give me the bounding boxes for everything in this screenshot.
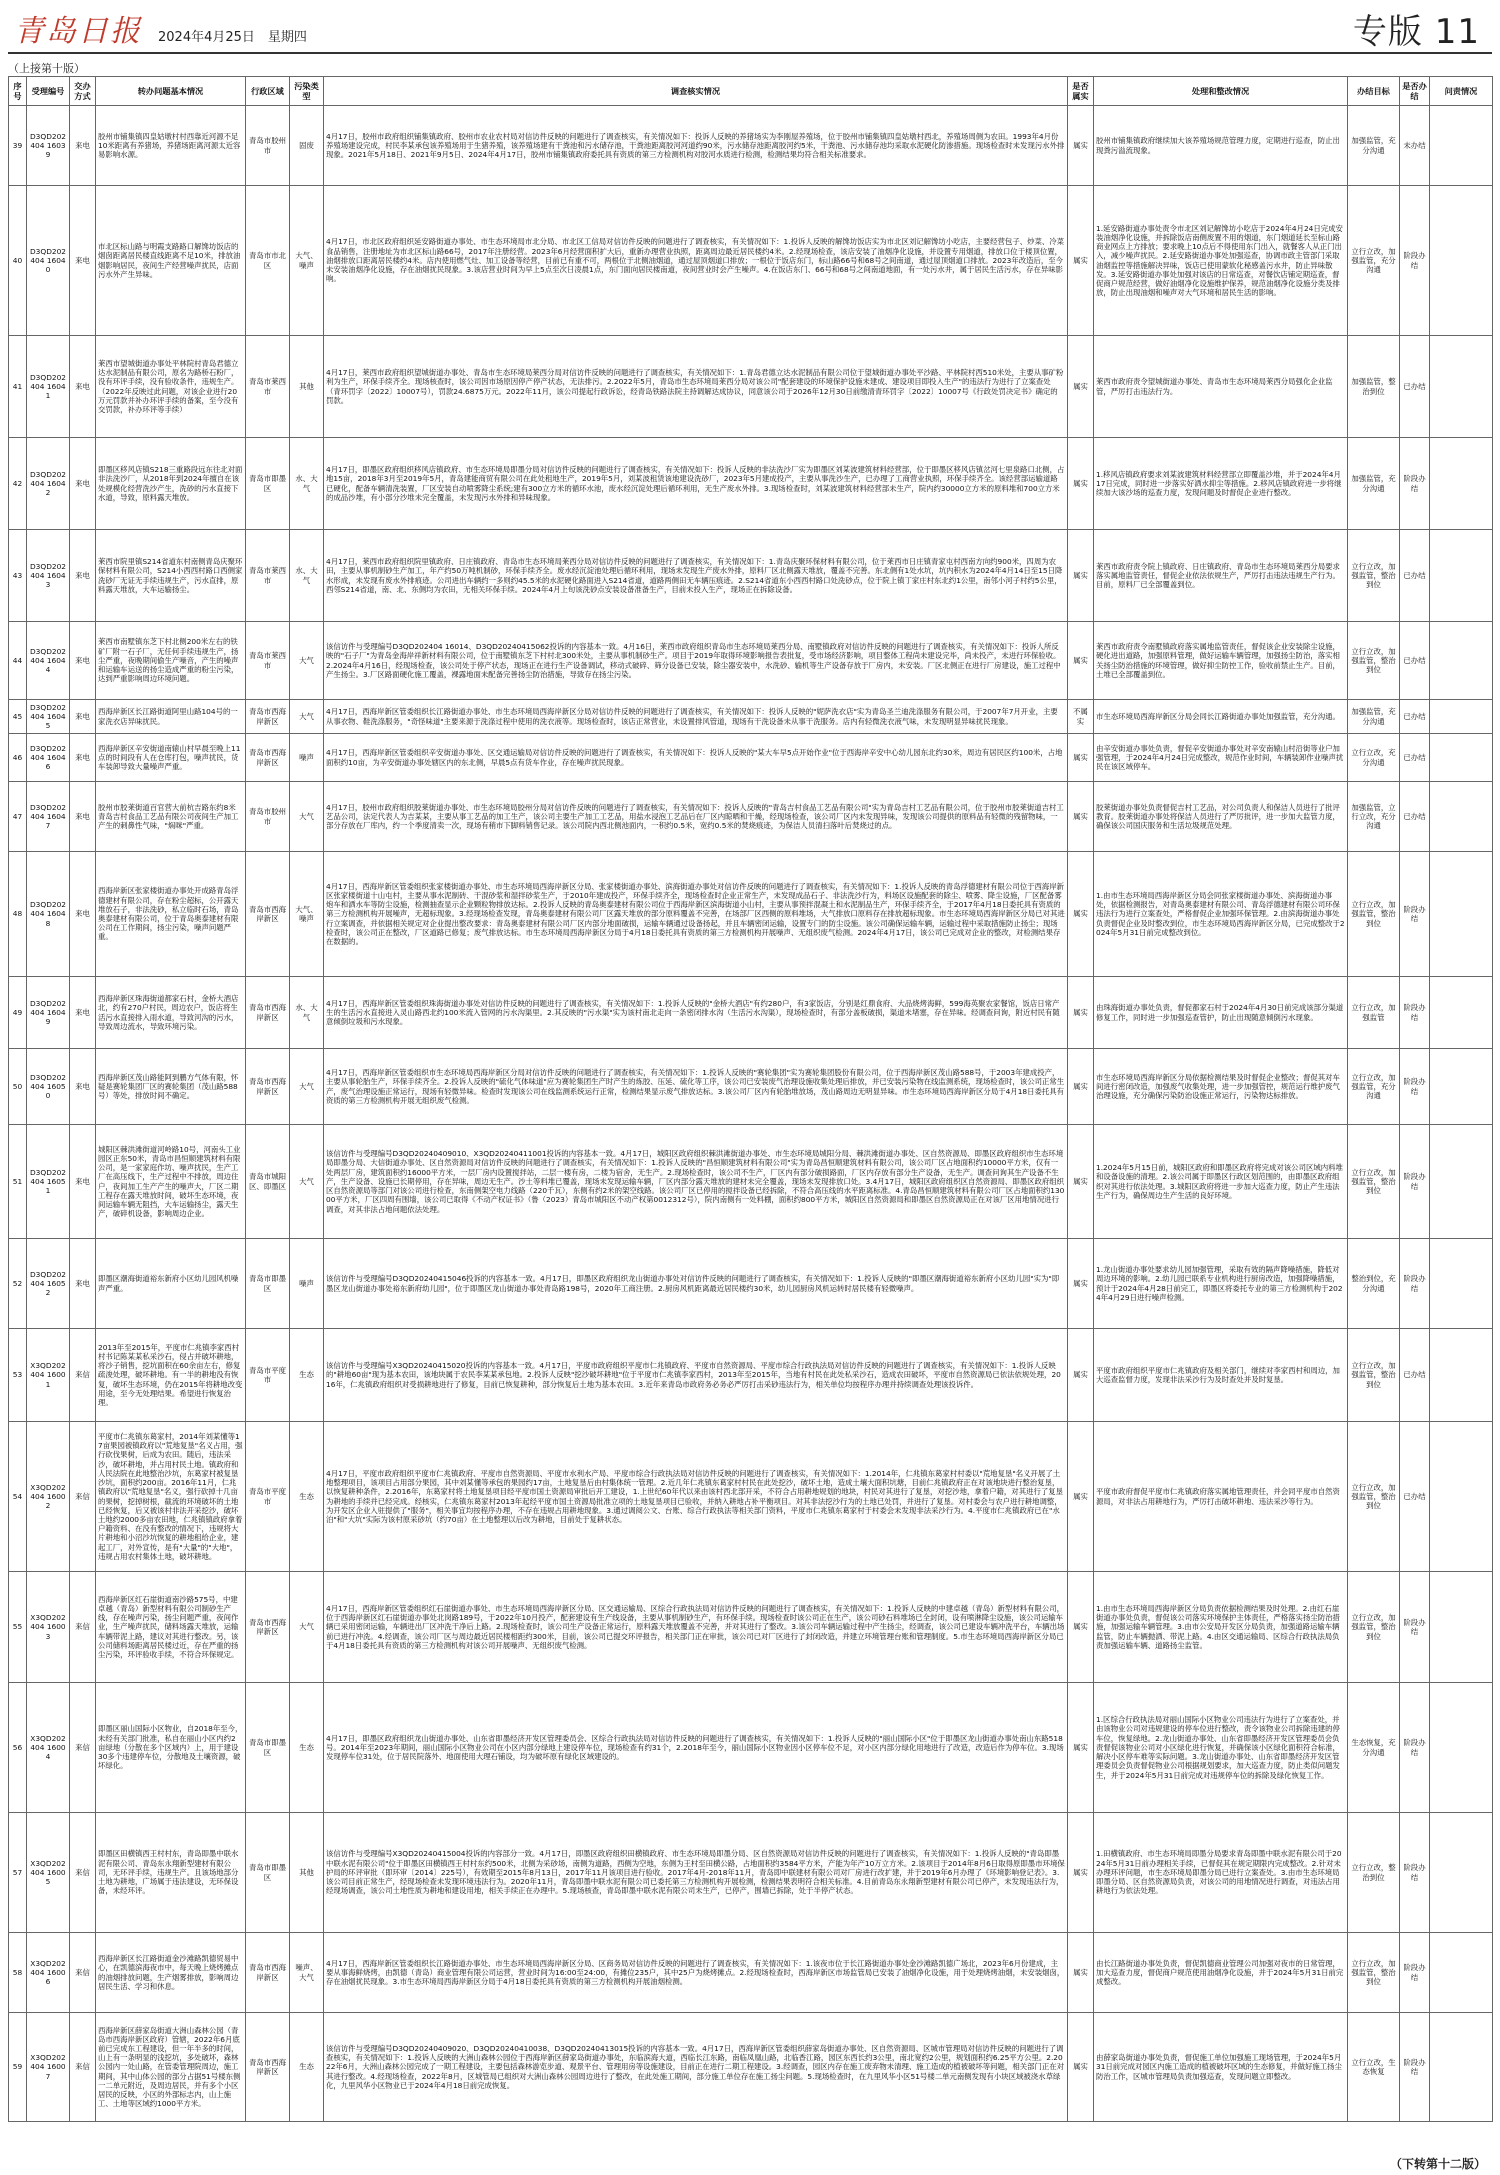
completion-target: 立行立改，充分沟通 xyxy=(1348,734,1400,782)
handling-measures: 平度市政府督促平度市仁兆镇政府落实属地管理责任，并会同平度市自然资源局，对非法占用耕地行为，严厉打击破坏耕地、违法采沙等行为。 xyxy=(1094,1422,1348,1572)
handling-measures: 莱西市政府责令南墅镇政府落实属地监管责任，督促该企业安装除尘设施，硬化进出道路，加强原料管理，做好运输车辆管理，加强扬尘防治，落实相关扬尘防治措施的环境管理，做好抑尘防控工作，验收前禁止生产。目前，土堆已全部覆盖到位。 xyxy=(1094,622,1348,700)
investigation-details: 4月17日，西海岸新区管委组织长江路街道办事处、市生态环境局西海岸新区分局对信访件反映的问题进行了调查核实，有关情况如下：投诉人反映的"妮萨洗衣店"实为青岛圣兰迪洗涤服务有限公司，于2007年7月开业，主要从事衣物、鞋洗涤服务，"奇怪味道"主要来源于洗涤过程中使用的洗衣液等。现场检查时，该店正常营业，未设置排风管道，现场有干洗设备未从事干洗服务。店内有轻微洗衣液气味，未发现明显异味扰民现象。 xyxy=(324,700,1068,734)
handling-measures: 胶莱街道办事处负责督促吉村工艺品，对公司负责人和保洁人员进行了批评教育。胶莱街道办事处将保洁人员进行了严厉批评，进一步加大监管力度，确保该公司国庆服务和生活垃圾规范处理。 xyxy=(1094,782,1348,852)
completion-target: 立行立改，加强监管，整治到位 xyxy=(1348,622,1400,700)
case-id: D3QD202404 16039 xyxy=(27,106,70,186)
problem-summary: 莱西市院里镇S214省道东村南侧青岛庆聚环保材料有限公司，S214小西西村路口西侧家洗砂厂无证无手续违规生产，污水直排，原料露天堆放，大车运输扬尘。 xyxy=(96,530,246,622)
pollution-type: 水、大气 xyxy=(290,530,324,622)
pollution-type: 其他 xyxy=(290,1813,324,1933)
submission-method: 来电 xyxy=(70,782,96,852)
column-header: 行政区域 xyxy=(246,77,290,106)
submission-method: 来信 xyxy=(70,1813,96,1933)
case-id: D3QD202404 16042 xyxy=(27,438,70,530)
case-id: D3QD202404 16043 xyxy=(27,530,70,622)
investigation-details: 4月17日，西海岸新区管委组织长江路街道办事处、市生态环境局西海岸新区分局、区商务局对信访件反映的问题进行了调查核实，有关情况如下：1.该夜市位于长江路街道办事处金沙滩路凯德广场北，2023年6月份建成，主要从事海鲜烧烤，由凯德（青岛）商业管理有限公司运营，营业时间为16:00至24:00，有摊位235户，其中25户为烧烤摊点。2.经现场检查时，西海岸新区市场监管局已安装了油烟净化设施，用于处理烧烤油烟，未安装烟囱，存在油烟扰民现象。3.市生态环境局西海岸新区分局于4月18日委托具有资质的第三方检测机构开展油烟检测。 xyxy=(324,1933,1068,2013)
completion-status: 已办结 xyxy=(1400,622,1430,700)
row-number: 58 xyxy=(9,1933,27,2013)
column-header: 问责情况 xyxy=(1430,77,1493,106)
table-row xyxy=(9,438,1493,530)
accountability xyxy=(1430,1329,1493,1422)
region: 青岛市莱西市 xyxy=(246,530,290,622)
verified-flag: 属实 xyxy=(1068,782,1094,852)
case-id: X3QD202404 16005 xyxy=(27,1813,70,1933)
submission-method: 来电 xyxy=(70,438,96,530)
pollution-type: 水、大气 xyxy=(290,438,324,530)
investigation-details: 该信访件与受理编号D3QD20240409020、D3QD20240410038、D3QD20240413015投诉的内容基本一致。4月17日，西海岸新区管委组织薛家岛街道办事处、区自然资源局、区城市管理局对信访件反映的问题进行了调查核实，有关情况如下：1.投诉人反映的大洲山森林公园位于西海岸新区薛家岛街道办事处，东临滨海大道，西临长江东路，南临凤凰山路，北临香江路，园区东西长约3公里，南北宽约2公里，规划面积约6.25平方公里。2.2022年6月，大洲山森林公园完成了一期工程建设，主要包括森林游览步道、观景平台、管理用房等设施建设，目前正在进行二期工程建设。3.经调查，园区内存在施工废弃物未清理、施工造成的植被破坏等问题，相关部门正在对其进行整改。4.经现场检查，2022年8月，区城管局已组织对大洲山森林公园周边进行了整改，在此处施工期间，部分施工单位存在施工扬尘问题。5.现场检查时，在九里风华小区51号楼二单元南侧发现有小块区域被浇水草绿化，九里风华小区物业已于2024年4月18日前完成恢复。 xyxy=(324,2013,1068,2122)
completion-status: 已办结 xyxy=(1400,700,1430,734)
submission-method: 来电 xyxy=(70,186,96,336)
case-id: D3QD202404 16047 xyxy=(27,782,70,852)
submission-method: 来电 xyxy=(70,700,96,734)
case-id: X3QD202404 16004 xyxy=(27,1683,70,1813)
investigation-details: 该信访件与受理编号D3QD20240409010、X3QD20240411001投诉的内容基本一致。4月17日，城阳区政府组织棘洪滩街道办事处、市生态环境局城阳分局、棘洪滩街道办事处、区自然资源局、即墨区政府组织市生态环境局即墨分局、大信街道办事处、区自然资源局对信访件反映的问题进行了调查核实，有关情况如下：1.投诉人反映的"昌恒顺建筑材料有限公司"实为青岛昌恒顺建筑材料有限公司，该公司厂区占地面积约10000平方米，仅有一处两层厂房，建筑面积约16000平方米，一层厂房内设置搅拌站，二层一楼有房，二楼为宿舍，无生产。2.现场检查时，该公司不生产，厂区内有部分破损路面，厂区内存放有部分生产设备，无生产。调查问询其生产设备不生产，生产设备、设施已长期停用，存在异味，周边无生产。沙土等料堆已覆盖，现场未发现运输车辆，厂区内部分露天堆放的建材未完全覆盖，现场未发现排放口处。3.4月17日，城阳区政府组织区自然资源局、即墨区政府组织区自然资源局等部门对该公司进行检查，东南侧架空电力线路（220千瓦），东侧有约2米的架空线路。该公司厂区已停用的搅拌设备已经拆除，不符合高压线的水平距离标准。4.青岛昌恒顺建筑材料有限公司厂区占地面积约13000平方米，厂区四周有围墙，该公司已取得《不动产权证书》（鲁（2023）青岛市城阳区不动产权第0012312号），院内南侧有一处料棚，面积约800平方米，城阳区自然资源局和即墨区自然资源局正在对该厂区用地情况进行调查，对其非法占地问题依法处理。 xyxy=(324,1125,1068,1239)
region: 青岛市西海岸新区 xyxy=(246,700,290,734)
investigation-details: 该信访件与受理编号X3QD20240415004投诉的内容部分一致。4月17日，即墨区政府组织田横镇政府、市生态环境局即墨分局、区自然资源局对信访件反映的问题进行了调查核实，有关情况如下：1.投诉人反映的"青岛即墨中联水泥有限公司"位于即墨区田横镇西王村村东约500米，北侧为采砂场，南侧为道路，西侧为空地，东侧为王村至田横公路，占地面积约3584平方米，产能为年产10万立方米。2.该项目于2014年8月6日取得原即墨市环境保护局的环评审批（即环审〔2014〕225号），有效期至2015年8月13日，2017年11月该项目进行验收。2017年4月-2018年11月，青岛即中联建材有限公司对厂房进行改扩建，并于2019年6月办理了《环境影响登记表》。3.该公司目前正常生产，经现场检查未发现环境违法行为。2020年11月，青岛即墨中联水泥有限公司已委托第三方检测机构开展检测，检测结果表明符合相关标准。4.目前青岛东永翔新型建材有限公司已停产，未发现违法行为，经现场调查，该公司土地性质为耕地和建设用地，相关手续正在办理中。5.现场核查，青岛即墨中联水泥有限公司未生产，已停产，围墙已拆除，处于半停产状态。 xyxy=(324,1813,1068,1933)
accountability xyxy=(1430,1933,1493,2013)
handling-measures: 平度市政府组织平度市仁兆镇政府及相关部门，继续对李家西村和周边，加大巡查监督力度，发现非法采沙行为及时查处并及时复垦。 xyxy=(1094,1329,1348,1422)
case-id: X3QD202404 16006 xyxy=(27,1933,70,2013)
accountability xyxy=(1430,734,1493,782)
case-id: D3QD202404 16051 xyxy=(27,1125,70,1239)
investigation-details: 4月17日，西海岸新区管委组织辛安街道办事处、区交通运输局对信访件反映的问题进行了调查核实，有关情况如下：投诉人反映的"某大车早5点开始作业"位于西海岸辛安中心幼儿园东北约30米，周边有居民区约100米，占地面积约10亩，为辛安街道办事处辖区内的东北侧，早晨5点有货车作业，存在噪声扰民现象。 xyxy=(324,734,1068,782)
row-number: 50 xyxy=(9,1049,27,1125)
verified-flag: 属实 xyxy=(1068,852,1094,977)
case-id: D3QD202404 16041 xyxy=(27,336,70,438)
verified-flag: 属实 xyxy=(1068,1125,1094,1239)
handling-measures: 由薛家岛街道办事处负责，督促施工单位加强施工现场管理，于2024年5月31日前完成对园区内施工造成的植被破坏区域的生态修复，并做好施工扬尘防治工作，区城市管理局负责加强巡查，发现问题立即整改。 xyxy=(1094,2013,1348,2122)
verified-flag: 不属实 xyxy=(1068,700,1094,734)
table-row xyxy=(9,977,1493,1049)
table-row xyxy=(9,622,1493,700)
submission-method: 来电 xyxy=(70,977,96,1049)
completion-status: 已办结 xyxy=(1400,1422,1430,1572)
problem-summary: 西海岸新区茂山路能阿到鹏方气体有限，怀疑是赛轮集团厂区的赛轮集团（茂山路588号）等处，排放时间不确定。 xyxy=(96,1049,246,1125)
problem-summary: 莱西市望城街道办事处平林院村青岛君德立达水泥制品有限公司，原名为路桥石粉厂，没有环评手续，没有验收条件，违规生产。（2022年反映过此问题，对该企业进行20万元罚款并补办环评手续的备案，至今没有交罚款，补办环评等手续） xyxy=(96,336,246,438)
problem-summary: 即墨区田横镇西王村村东，青岛即墨中联水泥有限公司、青岛东永翔新型建材有限公司，无环评手续，违规生产。且该场地部分土地为耕地，广场属于违法建设，无环保设备，未经环评。 xyxy=(96,1813,246,1933)
investigation-details: 4月17日，西海岸新区管委组织红石崖街道办事处、市生态环境局西海岸新区分局、区交通运输局、区综合行政执法局对信访件反映的问题进行了调查核实，有关情况如下：1.投诉人反映的中建卓越（青岛）新型材料有限公司，位于西海岸新区红石崖街道办事处北岗路189号，于2022年10月投产，配套建设有生产线设备，主要从事机制砂生产，有环保手续。现场检查时该公司正在生产，该公司砂石料堆场已全封闭，设有喷淋降尘设施，该公司运输车辆已采用密闭运输，车辆进出厂区冲洗干净后上路。2.现场检查时，该公司生产设备正常运行，原料露天堆放覆盖不完善，并对其进行了整改。3.该公司车辆运输过程中产生扬尘，经调查，该公司已建设车辆冲洗平台，车辆出场前已进行冲洗。4.经调查，该公司厂区与周边最近居民楼相距约300米，目前，该公司已提交环评报告，相关部门正在审批，该公司已对厂区进行了封闭改造，并建立环境管理台账和管理制度。5.市生态环境局西海岸新区分局已于4月18日委托具有资质的第三方检测机构对该公司开展噪声、无组织废气检测。 xyxy=(324,1572,1068,1683)
investigation-details: 该信访件与受理编号D3QD202404 16014、D3QD20240415062投诉的内容基本一致。4月16日，莱西市政府组织青岛市生态环境局莱西分局、南墅镇政府对信访件反映的问题进行了调查核实，有关情况如下：投诉人所反映的"石子厂"为青岛金海岸祥新材料有限公司，位于南墅镇东芝下村村北300米处，主要从事机制砂生产。项目于2019年取得环境影响报告表批复，受市场经济影响，项目整体工程尚未建设完毕，尚未投产，未进行环保验收。2.2024年4月16日，经现场检查，该公司处于停产状态，现场正在进行生产设备调试，移动式破碎、筛分设备已安装，除尘器安装中，水洗砂、输机等生产设备存放于厂房内，未安装。厂区北侧正在进行厂房建设，施工过程中产生扬尘。3.厂区路面硬化施工覆盖，裸露地面未配备完善扬尘防治措施，导致存在扬尘污染。 xyxy=(324,622,1068,700)
accountability xyxy=(1430,1572,1493,1683)
row-number: 52 xyxy=(9,1239,27,1329)
investigation-details: 4月17日，西海岸新区管委组织张家楼街道办事处、市生态环境局西海岸新区分局、张家楼街道办事处、滨海街道办事处对信访件反映的问题进行了调查核实，有关情况如下：1.投诉人反映的青岛浮德建材有限公司位于西海岸新区张家楼街道十山屯村，主要从事水泥制砖、干混砂浆和湿拌砂浆生产，于2010年建成投产，环保手续齐全，现场检查时企业正常生产，未发现成品石子、非法洗沙行为，料场区设施配套的除尘、喷雾、降尘设施，厂区配备雾炮车和洒水车等防尘设施，检测抽查显示企业颗粒物排放达标。2.投诉人反映的青岛奥泰建材有限公司位于西海岸新区滨海街道小山村，主要从事预拌混凝土和水泥制品生产，环保手续齐全，于2017年4月18日委托具有资质的第三方检测机构开展噪声，无超标现象。3.经现场检查发现，青岛奥泰建材有限公司厂区露天堆放的部分原料覆盖不完善，在场部厂区西侧的原料堆场，大气排放口原料存在排放超标现象。市生态环境局西海岸新区分局已对其进行立案调查，并依据相关规定对企业提出整改要求：青岛奥泰建材有限公司厂区内部分地面破损，运输车辆通过设备扬起，并且车辆密闭运输，设置专门的防尘设施。该公司确保运输车辆，运输过程中采取措施防止扬尘；现场检查时，该公司正在整改，厂区道路已修复；废气排放达标。市生态环境局西海岸新区分局于4月18日委托具有资质的第三方检测机构开展噪声、无组织废气检测。2024年4月17日，该公司已完成对企业的整改，对检测结果存在数据的。 xyxy=(324,852,1068,977)
problem-summary: 胶州市胶莱街道百官营大前杭吉路东约8米青岛吉村食品工艺品有限公司夜间生产加工产生的刺鼻性气味，"焖咪"严重。 xyxy=(96,782,246,852)
column-header: 交办方式 xyxy=(70,77,96,106)
handling-measures: 市生态环境局西海岸新区分局会同长江路街道办事处加强监管，充分沟通。 xyxy=(1094,700,1348,734)
completion-target: 生态恢复，充分沟通 xyxy=(1348,1683,1400,1813)
handling-measures: 市生态环境局西海岸新区分局依据检测结果及时督促企业整改；督促其对车间进行密闭改造，加强废气收集处理，进一步加强管控，规范运行维护废气治理设施，充分确保污染防治设施正常运行，污染物达标排放。 xyxy=(1094,1049,1348,1125)
table-row xyxy=(9,1125,1493,1239)
row-number: 44 xyxy=(9,622,27,700)
investigation-details: 4月17日，西海岸新区管委组织珠海街道办事处对信访件反映的问题进行了调查核实，有关情况如下：1.投诉人反映的"金桥大酒店"有约280户，有3家饭店，分别是红鼎食府、大品烧烤海鲜，599海英聚农家餐馆，饭店日常产生的生活污水直接进入灵山路西北约100米流入管网的污水沟渠里。2.其反映的"污水渠"实为该村南北走向一条密闭排水沟（生活污水沟渠），现场检查时，有部分盖板破损，渠道未堵塞，存在异味。经调查问询，附近村民有随意倾倒垃圾和污水现象。 xyxy=(324,977,1068,1049)
pollution-type: 大气 xyxy=(290,622,324,700)
case-id: D3QD202404 16052 xyxy=(27,1239,70,1329)
problem-summary: 西海岸新区长江路街道金沙滩路凯德贸易中心，在凯德滨海夜市中，每天晚上烧烤摊点的油烟排放问题，生产烟雾排放，影响周边居民生活、学习和休息。 xyxy=(96,1933,246,2013)
pollution-type: 水、大气 xyxy=(290,977,324,1049)
completion-status: 已办结 xyxy=(1400,530,1430,622)
complaint-table xyxy=(8,76,1493,2122)
verified-flag: 属实 xyxy=(1068,622,1094,700)
submission-method: 来信 xyxy=(70,1683,96,1813)
row-number: 53 xyxy=(9,1329,27,1422)
accountability xyxy=(1430,782,1493,852)
problem-summary: 市北区标山路与明霞支路路口解馋坊饭店的烟囱距离居民楼直线距离不足10米，排放油烟影响居民，夜间生产经营噪声扰民，店面污水外产生异味。 xyxy=(96,186,246,336)
problem-summary: 莱西市南墅镇东芝下村北侧200米左右的铁矿厂附一石子厂，无任何手续违规生产，扬尘严重，夜晚期间偷生产噪音，产生的噪声和运输车运送的扬尘造成严重的粉尘污染，达到严重影响周边环境问题。 xyxy=(96,622,246,700)
column-header: 是否办结 xyxy=(1400,77,1430,106)
continued-to-note: （下转第十二版） xyxy=(1389,2157,1486,2171)
region: 青岛市西海岸新区 xyxy=(246,1572,290,1683)
completion-target: 加强监管，充分沟通 xyxy=(1348,438,1400,530)
newspaper-logo: 青岛日报 xyxy=(14,14,142,49)
row-number: 54 xyxy=(9,1422,27,1572)
accountability xyxy=(1430,1049,1493,1125)
region: 青岛市即墨区 xyxy=(246,1683,290,1813)
verified-flag: 属实 xyxy=(1068,1933,1094,2013)
accountability xyxy=(1430,622,1493,700)
region: 青岛市西海岸新区 xyxy=(246,1933,290,2013)
handling-measures: 1.区综合行政执法局对丽山国际小区物业公司违法行为进行了立案查处，并由该物业公司对违规建设的停车位进行整改，责令该物业公司拆除违建的停车位，恢复绿地。2.龙山街道办事处、山东省即墨经济开发区管理委员会负责督促该物业公司对小区绿化进行恢复，并确保该小区绿化面积符合标准，解决小区停车难等实际问题。3.龙山街道办事处、山东省即墨经济开发区管理委员会负责督促物业公司根据规划要求，加大巡查力度，防止类似问题发生，并于2024年5月31日前完成对违规停车位的拆除及绿化恢复工作。 xyxy=(1094,1683,1348,1813)
column-header: 转办问题基本情况 xyxy=(96,77,246,106)
completion-status: 已办结 xyxy=(1400,1329,1430,1422)
completion-target: 加强监管，立行立改，充分沟通 xyxy=(1348,782,1400,852)
row-number: 45 xyxy=(9,700,27,734)
submission-method: 来电 xyxy=(70,1049,96,1125)
case-id: X3QD202404 16002 xyxy=(27,1422,70,1572)
completion-target: 立行立改，加强监管，整治到位 xyxy=(1348,530,1400,622)
row-number: 57 xyxy=(9,1813,27,1933)
row-number: 51 xyxy=(9,1125,27,1239)
issue-date: 2024年4月25日 星期四 xyxy=(158,30,307,45)
case-id: D3QD202404 16040 xyxy=(27,186,70,336)
completion-target: 立行立改，加强监管，整治到位 xyxy=(1348,852,1400,977)
row-number: 48 xyxy=(9,852,27,977)
accountability xyxy=(1430,1422,1493,1572)
handling-measures: 1.龙山街道办事处要求幼儿园加强管理，采取有效的隔声降噪措施，降低对周边环境的影响。2.幼儿园已联系专业机构进行厨房改造，加强降噪措施，预计于2024年4月28日前完工，即墨区将委托专业的第三方检测机构于2024年4月29日进行噪声检测。 xyxy=(1094,1239,1348,1329)
completion-status: 阶段办结 xyxy=(1400,1049,1430,1125)
accountability xyxy=(1430,852,1493,977)
table-row xyxy=(9,734,1493,782)
submission-method: 来信 xyxy=(70,1329,96,1422)
accountability xyxy=(1430,700,1493,734)
completion-target: 立行立改，加强监管 xyxy=(1348,977,1400,1049)
completion-target: 加强监管，充分沟通 xyxy=(1348,700,1400,734)
completion-target: 立行立改，加强监管，整治到位 xyxy=(1348,1125,1400,1239)
region: 青岛市市北区 xyxy=(246,186,290,336)
pollution-type: 噪声、大气 xyxy=(290,1933,324,2013)
row-number: 55 xyxy=(9,1572,27,1683)
investigation-details: 4月17日，平度市政府组织平度市仁兆镇政府、平度市自然资源局、平度市水利水产局、平度市综合行政执法局对信访件反映的问题进行了调查核实，有关情况如下：1.2014年，仁兆镇东葛家村村委以"荒地复垦"名义开展了土地整理项目，该项目占用部分果园，其中刘某懂等承包的果园约17亩，土地复垦后由村集体统一管理。2.近几年仁兆镇东葛家村村民在此处挖沙，破坏土地，造成土壤大面积坑塘，目前仁兆镇政府正在对该地块进行整治复垦，以恢复耕种条件，2.2016年，东葛家村将土地复垦项目经平度市国土资源局审批后开工建设，1.上世纪60年代以来由该村西北部开采，不符合占用耕地规划的地块，村民对其进行了复垦，对挖沙地，拿着户籍，对其进行了复垦为耕地的手续并已经完成。经核实，仁兆镇东葛家村2013年起经平度市国土资源局批准立项的土地复垦项目已验收，并纳入耕地占补平衡项目。对其非法挖沙行为的土地已处罚，并进行了复垦。对村委会与农户进行耕地调整，为开发区企业入驻提供了"服务"，相关事宜均按程序办理，不存在违规占用耕地现象。3.通过调阅公文、台账、综合行政执法等相关部门资料，平度市仁兆镇东葛家村于村委会未发现非法采沙行为。4.平度市仁兆镇政府已在"水泊"和"大坑"实际为该村原采砂坑（约70亩）在土地整理以后改为耕地，目前处于复耕状态。 xyxy=(324,1422,1068,1572)
investigation-details: 4月17日，莱西市政府组织院里镇政府、日庄镇政府、青岛市生态环境局莱西分局对信访件反映的问题进行了调查核实，有关情况如下：1.青岛庆聚环保材料有限公司，位于莱西市日庄镇青家屯村西南方向约900米，四周为农田，主要从事机制砂生产加工，年产约50万吨机制砂，环保手续齐全。废水经沉淀池处理后循环利用，现场未发现生产废水外排，原料厂区北侧露天堆放，覆盖不完善。东北侧有1处水坑，坑内积水为2024年4月14日至15日降水形成，未发现有废水外排痕迹。公司进出车辆约一多则约45.5米的水泥硬化路面进入S214省道，道路两侧田无车辆压痕迹。2.S214省道东小西西村路口处洗砂点，位于院上镇丁家庄村东北约1公里，南邻小河子村约5公里，西邻S214省道，南、北、东侧均为农田，无相关环保手续。2024年4月上旬该洗砂点安装设备准备生产，目前未投入生产，现场正在拆除设备。 xyxy=(324,530,1068,622)
continued-from-note: （上接第十版） xyxy=(8,62,85,75)
investigation-details: 4月17日，莱西市政府组织望城街道办事处、青岛市生态环境局莱西分局对信访件反映的问题进行了调查核实，有关情况如下：1.青岛君德立达水泥制品有限公司位于望城街道办事处平沙路、平林院村西510米处，主要从事矿粉利为生产，环保手续齐全。现场核查时，该公司因市场原因停产停产状态，无法排污。2.2022年5月，青岛市生态环境局莱西分局对该公司"配套建设的环境保护设施未建成、建设项目即投入生产"的违法行为进行了立案查处（青环罚字〔2022〕10007号），罚款24.6875万元。2022年11月，该公司提起行政诉讼，经青岛铁路法院主持调解达成协议，同意该公司于2026年12月30日前缴清青环罚字〔2022〕10007号《行政处罚决定书》确定的罚款。 xyxy=(324,336,1068,438)
handling-measures: 1.田横镇政府、市生态环境局即墨分局要求青岛即墨中联水泥有限公司于2024年5月31日前办理相关手续，已督促其在规定期限内完成整改。2.针对未办理环评问题，市生态环境局即墨分局已进行立案查处。3.由市生态环境局即墨分局、区自然资源局负责，对该公司的用地情况进行调查，对违法占用耕地行为依法处理。 xyxy=(1094,1813,1348,1933)
problem-summary: 西海岸新区长江路街道阿里山路104号的一家洗衣店异味扰民。 xyxy=(96,700,246,734)
verified-flag: 属实 xyxy=(1068,1049,1094,1125)
completion-target: 整治到位，充分沟通 xyxy=(1348,1239,1400,1329)
row-number: 41 xyxy=(9,336,27,438)
handling-measures: 莱西市政府责令望城街道办事处、青岛市生态环境局莱西分局强化企业监管，严厉打击违法行为。 xyxy=(1094,336,1348,438)
table-row xyxy=(9,106,1493,186)
case-id: X3QD202404 16007 xyxy=(27,2013,70,2122)
pollution-type: 大气 xyxy=(290,700,324,734)
table-row xyxy=(9,1422,1493,1572)
verified-flag: 属实 xyxy=(1068,1422,1094,1572)
completion-status: 未办结 xyxy=(1400,106,1430,186)
pollution-type: 噪声 xyxy=(290,1239,324,1329)
investigation-details: 该信访件与受理编号D3QD20240415046投诉的内容基本一致。4月17日，即墨区政府组织龙山街道办事处对信访件反映的问题进行了调查核实，有关情况如下：1.投诉人反映的"即墨区潮海街道裕东新府小区幼儿园"实为"即墨区龙山街道办事处裕东新府幼儿园"，位于即墨区龙山街道办事处青岛路198号，2020年工商注册。2.厨房风机距离最近居民楼约30米，幼儿园厨房风机运转时居民楼有轻微噪声。 xyxy=(324,1239,1068,1329)
pollution-type: 生态 xyxy=(290,1422,324,1572)
completion-status: 阶段办结 xyxy=(1400,852,1430,977)
accountability xyxy=(1430,106,1493,186)
table-row xyxy=(9,782,1493,852)
verified-flag: 属实 xyxy=(1068,106,1094,186)
investigation-details: 4月17日，西海岸新区管委组织市生态环境局西海岸新区分局对信访件反映的问题进行了调查核实，有关情况如下：1.投诉人反映的"赛轮集团"实为赛轮集团股份有限公司，位于西海岸新区茂山路588号，于2003年建成投产，主要从事轮胎生产，环保手续齐全。2.投诉人反映的"硫化气体味道"应为赛轮集团生产时产生的炼胶、压延、硫化等工序，该公司已安装废气治理设施收集处理后排放，并已安装污染物在线监测系统，现场检查时，该公司正常生产，废气治理设施正常运行，现场有轻微异味。检查时发现该公司在线监测系统运行正常，检测结果显示废气排放达标。3.该公司厂区内有轮胎堆放场，茂山路周边无明显异味。市生态环境局西海岸新区分局于4月18日委托具有资质的第三方检测机构开展无组织废气检测。 xyxy=(324,1049,1068,1125)
verified-flag: 属实 xyxy=(1068,1572,1094,1683)
region: 青岛市城阳区、即墨区 xyxy=(246,1125,290,1239)
problem-summary: 即墨区丽山国际小区物业，自2018年至今，未经有关部门批准，私自在丽山小区内约2亩绿地（分散在多个区域内）上，用于建设30多个违建停车位，分散地及土壤资源，破坏绿化。 xyxy=(96,1683,246,1813)
problem-summary: 西海岸新区红石崖街道南沙路575号，中建卓越（青岛）新型材料有限公司制砂生产线，存在噪声污染，扬尘问题严重，夜间作业，生产噪声扰民，储料场露天堆放，运输车辆带泥上路，建议对其进行整改。另，该公司储料场距离居民楼过近，存在严重的扬尘污染，环评验收手续，不符合环保规定。 xyxy=(96,1572,246,1683)
column-header: 处理和整改情况 xyxy=(1094,77,1348,106)
case-id: D3QD202404 16045 xyxy=(27,700,70,734)
completion-status: 阶段办结 xyxy=(1400,1572,1430,1683)
table-row xyxy=(9,1572,1493,1683)
problem-summary: 即墨区移风店镇S218三重路段远东往北对面非法洗沙厂，从2018年到2024年擅自在该处规模化经营洗沙产生，洗砂的污水直接下水道，导致，原料露天堆放。 xyxy=(96,438,246,530)
column-header: 受理编号 xyxy=(27,77,70,106)
verified-flag: 属实 xyxy=(1068,1239,1094,1329)
verified-flag: 属实 xyxy=(1068,336,1094,438)
region: 青岛市即墨区 xyxy=(246,1813,290,1933)
table-row xyxy=(9,1329,1493,1422)
handling-measures: 由长江路街道办事处负责，督促凯德商业管理公司加强对夜市的日常管理，加大巡查力度，督促商户规范使用油烟净化设施，并于2024年5月31日前完成整改。 xyxy=(1094,1933,1348,2013)
submission-method: 来电 xyxy=(70,622,96,700)
verified-flag: 属实 xyxy=(1068,186,1094,336)
completion-target: 立行立改，加强监管，整治到位 xyxy=(1348,1422,1400,1572)
pollution-type: 大气 xyxy=(290,782,324,852)
submission-method: 来信 xyxy=(70,1572,96,1683)
handling-measures: 1.移风店镇政府要求刘某波建筑材料经营部立即覆盖沙堆，并于2024年4月17日完成，同时进一步落实好洒水抑尘等措施。2.移风店镇政府进一步将继续加大该沙场的巡查力度，发现问题及时督促企业进行整改。 xyxy=(1094,438,1348,530)
completion-status: 阶段办结 xyxy=(1400,186,1430,336)
pollution-type: 生态 xyxy=(290,1683,324,1813)
accountability xyxy=(1430,530,1493,622)
pollution-type: 大气 xyxy=(290,1049,324,1125)
completion-status: 阶段办结 xyxy=(1400,2013,1430,2122)
accountability xyxy=(1430,438,1493,530)
problem-summary: 西海岸新区张家楼街道办事处开成路青岛浮德建材有限公司，存在粉尘超标，公开露天堆放石子，非法洗砂，私立临时石场，青岛奥泰建材有限公司，位于青岛奥泰建材有限公司在工作期间，扬尘污染，噪声问题严重。 xyxy=(96,852,246,977)
case-id: D3QD202404 16049 xyxy=(27,977,70,1049)
pollution-type: 大气、噪声 xyxy=(290,186,324,336)
masthead xyxy=(0,0,1500,60)
problem-summary: 西海岸新区辛安街道南辕山村早晨至晚上11点的时间段有人在仓库打包，噪声扰民，货车装卸导致大量噪声严重。 xyxy=(96,734,246,782)
handling-measures: 胶州市铺集镇政府继续加大该养殖场规范管理力度，定期进行巡查，防止出现粪污溢流现象。 xyxy=(1094,106,1348,186)
row-number: 39 xyxy=(9,106,27,186)
verified-flag: 属实 xyxy=(1068,530,1094,622)
pollution-type: 生态 xyxy=(290,1329,324,1422)
verified-flag: 属实 xyxy=(1068,1329,1094,1422)
region: 青岛市即墨区 xyxy=(246,438,290,530)
investigation-details: 4月17日，即墨区政府组织移风店镇政府、市生态环境局即墨分局对信访件反映的问题进行了调查核实，有关情况如下：投诉人反映的非法洗沙厂实为即墨区刘某波建筑材料经营部，位于即墨区移风店镇岔河七里泉路口北侧，占地15亩，2018年3月至2019年5月，青岛建能商贸有限公司在此处租地生产，2019年5月，刘某波租赁该地建设洗砂厂，2023年5月建成投产，主要从事洗沙生产，已办理了工商营业执照，环保手续齐全。该经营部运输道路已硬化，配备车辆清洗装置，厂区安装自动喷雾降尘系统;建有300立方米的循环水池，废水经沉淀处理后循环利用，无生产废水外排。3.现场检查时，刘某波建筑材料经营部未生产，院内约30000立方米的原料堆和700立方米的成品沙堆，有小部分沙堆未完全覆盖，未发现污水外排和异味现象。 xyxy=(324,438,1068,530)
completion-status: 阶段办结 xyxy=(1400,1239,1430,1329)
completion-target: 立行立改，加强监管，整治到位 xyxy=(1348,1933,1400,2013)
page-section-title: 专版 11 xyxy=(1352,12,1480,52)
row-number: 40 xyxy=(9,186,27,336)
pollution-type: 噪声 xyxy=(290,734,324,782)
problem-summary: 城阳区棘洪滩街道河岭路10号，河南头工业园区正东50米，青岛市昌恒顺建筑材料有限公司，是一家家庭作坊、噪声扰民，生产工厂在高压线下，生产过程中不排放，周边住户，夜间加工生产产生的噪声大，厂区二期工程存在露天堆放时间，破坏生态环境，夜间运输车辆无阻挡，大车运输扬尘，露天生产，破碎机设备，影响周边企业。 xyxy=(96,1125,246,1239)
table-row xyxy=(9,700,1493,734)
column-header: 是否属实 xyxy=(1068,77,1094,106)
column-header: 调查核实情况 xyxy=(324,77,1068,106)
completion-target: 立行立改，加强监管，整治到位 xyxy=(1348,1572,1400,1683)
region: 青岛市西海岸新区 xyxy=(246,734,290,782)
region: 青岛市即墨区 xyxy=(246,1239,290,1329)
investigation-details: 4月17日，市北区政府组织延安路街道办事处、市生态环境局市北分局、市北区工信局对信访件反映的问题进行了调查核实，有关情况如下：1.投诉人反映的解馋坊饭店实为市北区刘记解馋坊小吃店，主要经营包子、炒菜、冷菜食品销售，注册地址为市北区标山路66号，2017年注册经营。2023年6月经营面积扩大后，重新办理营业执照，距离周边最近居民楼约4米。2.经现场检查，该店安装了油烟净化设施，并设置专用烟道，排放口位于楼顶位置，油烟排放口距离居民楼约4米。店内使用燃气灶、加工设备等经营，目前已有重不可，两根位于北侧油烟道，通过屋顶烟道口排放；一根位于饭店东门，标山路66号和68号之间南道，通过屋顶烟道口排放。2023年改造后，至今未安装油烟净化设施，存在油烟扰民现象。3.该店营业时间为早上5点至次日凌晨1点，东门面向居民楼南道，夜间营业时会产生噪声。4.在饭店东门、66号和68号之间南道地面，有一处污水井，属于居民生活污水，存在异味影响。 xyxy=(324,186,1068,336)
submission-method: 来电 xyxy=(70,336,96,438)
verified-flag: 属实 xyxy=(1068,734,1094,782)
region: 青岛市胶州市 xyxy=(246,782,290,852)
verified-flag: 属实 xyxy=(1068,1813,1094,1933)
problem-summary: 平度市仁兆镇东葛家村，2014年刘某懂等17亩果园被镇政府以"荒地复垦"名义占用，强行砍伐果树，后成为农田。随后，违法采沙，破坏耕地，并占用村民土地。镇政府和人民法院在此地整治沙坑，东葛家村被复垦沙坑，面积约200亩。2016年11月，仁兆镇政府以"荒地复垦"名义，强行砍掉十几亩的果树，挖掉树根，截流的环境破坏的土地已经恢复，后又被该村非法开采挖沙，破坏土地约2000多亩农田地，仁兆镇镇政府拿着户籍资料、在没有整改的情况下，违规将大片耕地和小沼沙坑恢复的耕地租给企业，建起工厂，对外宣传，是有"大量"的"大地"，违规占用农村集体土地，破坏耕地。 xyxy=(96,1422,246,1572)
completion-status: 已办结 xyxy=(1400,336,1430,438)
submission-method: 来信 xyxy=(70,1933,96,2013)
submission-method: 来电 xyxy=(70,1239,96,1329)
case-id: X3QD202404 16001 xyxy=(27,1329,70,1422)
completion-status: 已办结 xyxy=(1400,734,1430,782)
verified-flag: 属实 xyxy=(1068,1683,1094,1813)
accountability xyxy=(1430,336,1493,438)
case-id: D3QD202404 16050 xyxy=(27,1049,70,1125)
column-header: 办结目标 xyxy=(1348,77,1400,106)
pollution-type: 大气 xyxy=(290,1125,324,1239)
case-id: D3QD202404 16044 xyxy=(27,622,70,700)
case-id: D3QD202404 16046 xyxy=(27,734,70,782)
problem-summary: 西海岸新区珠海街道都家石村，金桥大酒店北，约有270户村民，周边农户，饭店将生活污水直接排入雨水道，导致河沟的污水，导致周边流水，导致环境污染。 xyxy=(96,977,246,1049)
completion-status: 阶段办结 xyxy=(1400,977,1430,1049)
problem-summary: 即墨区潮海街道裕东新府小区幼儿园风机噪声严重。 xyxy=(96,1239,246,1329)
accountability xyxy=(1430,186,1493,336)
completion-target: 立行立改，加强监管，整治到位 xyxy=(1348,1329,1400,1422)
handling-measures: 1.由市生态环境局西海岸新区分局会同张家楼街道办事处、滨海街道办事处，依据检测报告，对青岛奥泰建材有限公司、青岛浮德建材有限公司环保违法行为进行立案查处，严格督促企业加强环保管理。2.由滨海街道办事处负责督促企业及时整改到位，市生态环境局西海岸新区分局，已完成整改于2024年5月31日前完成整改到位。 xyxy=(1094,852,1348,977)
submission-method: 来信 xyxy=(70,2013,96,2122)
completion-status: 阶段办结 xyxy=(1400,1683,1430,1813)
accountability xyxy=(1430,977,1493,1049)
accountability xyxy=(1430,2013,1493,2122)
submission-method: 来信 xyxy=(70,1422,96,1572)
column-header: 污染类型 xyxy=(290,77,324,106)
completion-target: 立行立改，整治到位 xyxy=(1348,1813,1400,1933)
accountability xyxy=(1430,1813,1493,1933)
row-number: 59 xyxy=(9,2013,27,2122)
submission-method: 来电 xyxy=(70,852,96,977)
table-row xyxy=(9,1239,1493,1329)
pollution-type: 其他 xyxy=(290,336,324,438)
case-id: X3QD202404 16003 xyxy=(27,1572,70,1683)
handling-measures: 由珠海街道办事处负责，督促都家石村于2024年4月30日前完成该部分渠道修复工作，同时进一步加强巡查管护，防止出现随意倾倒污水现象。 xyxy=(1094,977,1348,1049)
pollution-type: 大气、噪声 xyxy=(290,852,324,977)
investigation-details: 4月17日，胶州市政府组织胶莱街道办事处、市生态环境局胶州分局对信访件反映的问题进行了调查核实，有关情况如下：投诉人反映的"青岛吉村食品工艺品有限公司"实为青岛吉村工艺品有限公司，位于胶州市胶莱街道吉村工艺品公司，法定代表人为吉某某，主要从事工艺品的加工生产，该公司主要生产加工工艺品，用盐水浸泡工艺品后在厂区内晾晒和干燥，经现场检查，该公司厂区内未发现异味，发现该公司提供的原料品有轻微的残留物味，一部分存放在厂库内，约一个季度清卖一次，现场有稍市下脚料销售记录。该公司院内西北侧池面内，一积约0.5米，宽约0.5米的焚烧痕迹，为保洁人员清扫落叶后焚烧过的点。 xyxy=(324,782,1068,852)
table-row xyxy=(9,852,1493,977)
table-row xyxy=(9,186,1493,336)
accountability xyxy=(1430,1125,1493,1239)
region: 青岛市平度市 xyxy=(246,1329,290,1422)
submission-method: 来电 xyxy=(70,734,96,782)
accountability xyxy=(1430,1239,1493,1329)
region: 青岛市西海岸新区 xyxy=(246,2013,290,2122)
completion-status: 已办结 xyxy=(1400,782,1430,852)
submission-method: 来电 xyxy=(70,106,96,186)
submission-method: 来电 xyxy=(70,1125,96,1239)
verified-flag: 属实 xyxy=(1068,438,1094,530)
region: 青岛市莱西市 xyxy=(246,336,290,438)
handling-measures: 1.延安路街道办事处责令市北区刘记解馋坊小吃店于2024年4月24日完成安装油烟净化设施，并拆除饭店南侧废置不用的烟道，东门烟道延长至标山路商业网点上方排放；要求晚上10点后不得使用东门出入，就餐客人从正门出入，减少噪声扰民。2.延安路街道办事处加强巡查，协调市政主管部门采取油烟监控等措施解决异味，饭店已使用蒙软化秘感盖污水井，防止异味散发。3.延安路街道办事处加强对该店的日常巡查，对餐饮店铺定期巡查，督促商户规范经营，做好油烟净化设施维护保养，规范油烟净化设施分类及排放，防止出现油烟和噪声对大气环境和居民生活的影响。 xyxy=(1094,186,1348,336)
investigation-details: 4月17日，胶州市政府组织铺集镇政府、胶州市农业农村局对信访件反映的问题进行了调查核实，有关情况如下：投诉人反映的养猪场实为李刚屋养殖场，位于胶州市铺集镇四皇姑墩村西北，养殖场周侧为农田。1993年4月份养殖场建设完成，村民李某承包该养殖场用于生猪养殖，该养殖场建有干粪池和污水储存池，干粪池距离胶河河道约90米，污水储存池距离胶河约5米，干粪池、污水储存池均采取水泥硬化防渗措施。现场检查时未发现污水外排现象。2021年5月18日、2021年9月5日、2024年4月17日，胶州市铺集镇政府委托具有资质的第三方检测机构对胶河水质进行检测，检测结果均符合相关标准要求。 xyxy=(324,106,1068,186)
accountability xyxy=(1430,1683,1493,1813)
table-row xyxy=(9,1683,1493,1813)
completion-target: 立行立改，加强监管，充分沟通 xyxy=(1348,1049,1400,1125)
verified-flag: 属实 xyxy=(1068,2013,1094,2122)
problem-summary: 2013年至2015年，平度市仁兆镇李家西村村书记陈某某私采沙石，侵占并破坏耕地，将沙子销售，挖坑面积在60余亩左右，修复疏浚处理，破坏耕地。有一半的耕地没有恢复，破坏生态环境，仍在2015年将耕地改变用途，至今无处理结果。希望进行恢复治理。 xyxy=(96,1329,246,1422)
completion-target: 加强监管，充分沟通 xyxy=(1348,106,1400,186)
submission-method: 来电 xyxy=(70,530,96,622)
table-header-row xyxy=(9,77,1493,106)
investigation-details: 该信访件与受理编号X3QD20240415020投诉的内容基本一致。4月17日，平度市政府组织平度市仁兆镇政府、平度市自然资源局、平度市综合行政执法局对信访件反映的问题进行了调查核实，有关情况如下：1.投诉人反映的"耕地60亩"现为基本农田，该地块属于农民李某某承包地。2.投诉人反映"挖沙破坏耕地"位于平度市仁兆镇李家西村，2013年至2015年，当地有村民在此处私采沙石，造成农田破坏，平度市自然资源局已依法依规处理，2016年，仁兆镇政府组织对受损耕地进行了修复，目前已恢复耕种，部分恢复后土地为基本农田。3.近年来青岛市政府务必务必严厉打击采砂违法行为，相关单位均按程序办理并持续调查处理该投诉件。 xyxy=(324,1329,1068,1422)
completion-status: 阶段办结 xyxy=(1400,438,1430,530)
completion-target: 立行立改，加强监管，充分沟通 xyxy=(1348,186,1400,336)
problem-summary: 胶州市铺集镇四皇姑墩村村西靠近河源不足10米距离有养猪场，养猪场距离河源太近容易影响水源。 xyxy=(96,106,246,186)
handling-measures: 1.2024年5月15日前，城阳区政府和即墨区政府将完成对该公司区域内料堆和设备设施的清理。2.该公司属于即墨区行政区划范围的，由即墨区政府组织对其进行依法处理。3.城阳区政府将进一步加大巡查力度，防止产生违法生产行为，确保周边生产生活的良好环境。 xyxy=(1094,1125,1348,1239)
pollution-type: 固废 xyxy=(290,106,324,186)
region: 青岛市莱西市 xyxy=(246,622,290,700)
region: 青岛市平度市 xyxy=(246,1422,290,1572)
table-row xyxy=(9,1813,1493,1933)
pollution-type: 大气 xyxy=(290,1572,324,1683)
header-rule xyxy=(8,52,1492,54)
pollution-type: 生态 xyxy=(290,2013,324,2122)
investigation-details: 4月17日，即墨区政府组织龙山街道办事处、山东省即墨经济开发区管理委员会、区综合行政执法局对信访件反映的问题进行了调查核实，有关情况如下：1.投诉人反映的"丽山国际小区"位于即墨区龙山街道办事处南山东路518号。2014年至2023年期间，丽山国际小区物业公司在小区内部分绿地上建设停车位，现场检查有约31个，2.2018年至今，丽山国际小区物业因小区停车位不足，对小区内部分绿化用地进行了改造，改造后作为停车位。3.现场发现停车位31处，位于居民院落外、地面使用大理石铺设，均为破坏原有绿化区域建设的。 xyxy=(324,1683,1068,1813)
column-header: 序号 xyxy=(9,77,27,106)
verified-flag: 属实 xyxy=(1068,977,1094,1049)
completion-target: 加强监管，整治到位 xyxy=(1348,336,1400,438)
completion-target: 立行立改，生态恢复 xyxy=(1348,2013,1400,2122)
handling-measures: 莱西市政府责令院上镇政府、日庄镇政府、青岛市生态环境局莱西分局要求落实属地监管责任，督促企业依法依规生产，严厉打击违法违规生产行为。目前，原料厂已全部覆盖到位。 xyxy=(1094,530,1348,622)
table-row xyxy=(9,530,1493,622)
row-number: 46 xyxy=(9,734,27,782)
table-row xyxy=(9,2013,1493,2122)
row-number: 56 xyxy=(9,1683,27,1813)
handling-measures: 1.由市生态环境局西海岸新区分局负责依据检测结果及时处理。2.由红石崖街道办事处负责，督促该公司落实环境保护主体责任，严格落实扬尘防治措施，加强运输车辆管理。3.由市公安局开发区分局负责，加强道路运输车辆监管，防止车辆抛洒、带泥上路。4.由区交通运输局、区综合行政执法局负责加强运输车辆、道路扬尘监管。 xyxy=(1094,1572,1348,1683)
row-number: 47 xyxy=(9,782,27,852)
row-number: 43 xyxy=(9,530,27,622)
handling-measures: 由辛安街道办事处负责，督促辛安街道办事处对辛安南辕山村沿街等业户加强管理，于2024年4月24日完成整改，规范作业时间，车辆装卸作业噪声扰民在该区域停车。 xyxy=(1094,734,1348,782)
completion-status: 阶段办结 xyxy=(1400,1813,1430,1933)
table-row xyxy=(9,1933,1493,2013)
region: 青岛市西海岸新区 xyxy=(246,1049,290,1125)
completion-status: 阶段办结 xyxy=(1400,1125,1430,1239)
row-number: 49 xyxy=(9,977,27,1049)
table-row xyxy=(9,1049,1493,1125)
region: 青岛市胶州市 xyxy=(246,106,290,186)
region: 青岛市西海岸新区 xyxy=(246,977,290,1049)
completion-status: 阶段办结 xyxy=(1400,1933,1430,2013)
case-id: D3QD202404 16048 xyxy=(27,852,70,977)
problem-summary: 西海岸新区薛家岛街道大洲山森林公园（青岛市西海岸新区政府）管辖，2022年6月底前已完成东工程建设，但一年半多的时间，山上有一条明显的浅挖坑，多处破坏，森林公园内一处山路，在管委管理院周边，施工期间，其中山体公园的部分占据51号楼东侧一二单元附近，及周边居民，并有多个小区居民的反映，小区的外部标志内，山上施工、土地等区域约1000平方米。 xyxy=(96,2013,246,2122)
table-row xyxy=(9,336,1493,438)
region: 青岛市西海岸新区 xyxy=(246,852,290,977)
row-number: 42 xyxy=(9,438,27,530)
